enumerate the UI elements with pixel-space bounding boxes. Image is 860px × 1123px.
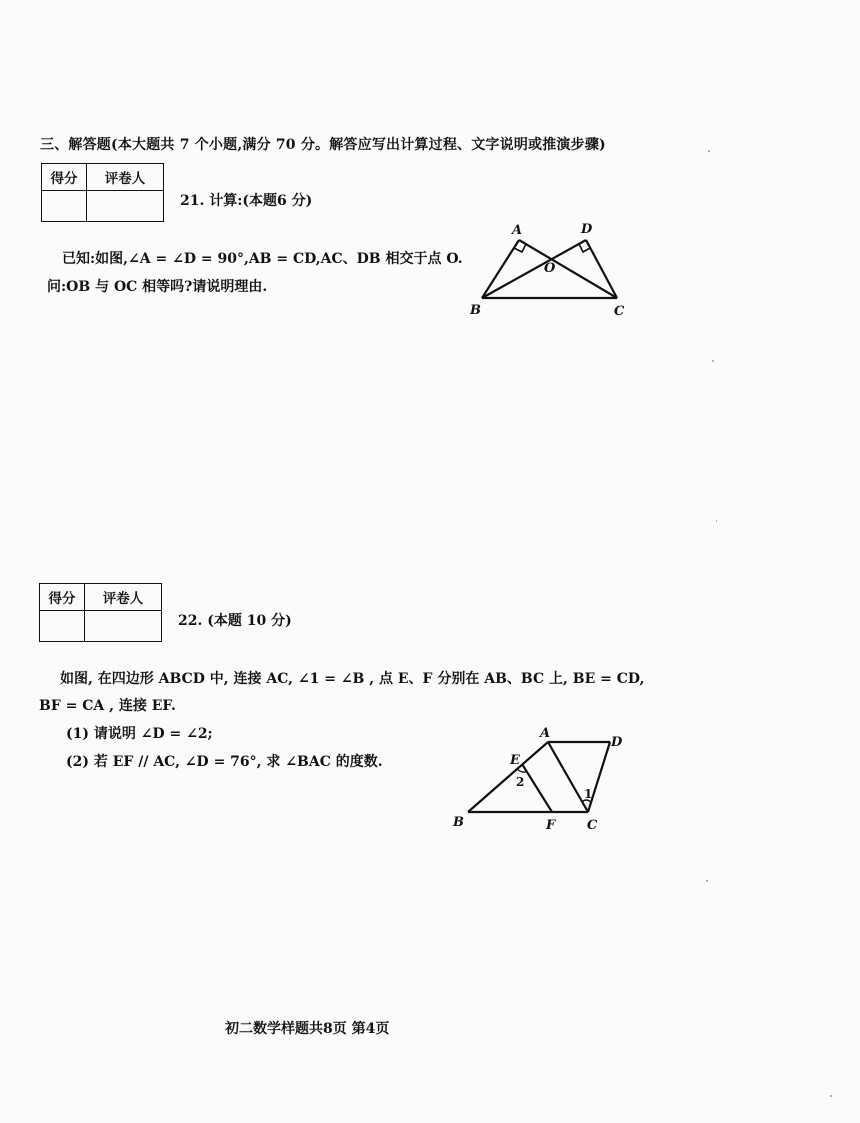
- scan-speck: [712, 360, 714, 362]
- q21-line2: 问:OB 与 OC 相等吗?请说明理由.: [47, 279, 268, 295]
- q21-figure: [462, 214, 642, 322]
- label-A: A: [540, 726, 551, 741]
- page-footer: 初二数学样题共8页 第4页: [225, 1021, 390, 1037]
- label-C: C: [614, 304, 625, 319]
- grader-cell[interactable]: [85, 611, 162, 642]
- label-E: E: [510, 753, 520, 768]
- label-A: A: [512, 223, 523, 238]
- label-B: B: [453, 815, 464, 830]
- q22-part2: (2) 若 EF // AC, ∠D = 76°, 求 ∠BAC 的度数.: [66, 754, 383, 770]
- q22-line1: 如图, 在四边形 ABCD 中, 连接 AC, ∠1 = ∠B , 点 E、F 分别在 AB、BC 上, BE = CD,: [60, 671, 645, 687]
- score-cell[interactable]: [42, 191, 87, 222]
- score-header: 得分: [42, 164, 87, 191]
- scan-speck: [708, 150, 710, 152]
- grader-cell[interactable]: [87, 191, 164, 222]
- label-D: D: [611, 735, 623, 750]
- label-angle-2: 2: [516, 775, 525, 789]
- label-C: C: [587, 818, 598, 833]
- scan-speck: [830, 1095, 832, 1097]
- q21-score-table: [41, 163, 164, 222]
- segment-AB: [468, 742, 548, 812]
- q22-score-table: [39, 583, 162, 642]
- label-D: D: [581, 222, 593, 237]
- scan-speck: [716, 520, 717, 522]
- grader-header: 评卷人: [85, 584, 162, 611]
- label-F: F: [546, 818, 556, 833]
- section-heading: 三、解答题(本大题共 7 个小题,满分 70 分。解答应写出计算过程、文字说明或推演步骤): [40, 137, 606, 153]
- segment-AB: [482, 240, 519, 298]
- label-angle-1: 1: [584, 787, 593, 801]
- q22-line2: BF = CA , 连接 EF.: [39, 698, 176, 714]
- q22-title: 22. (本题 10 分): [178, 613, 292, 629]
- score-cell[interactable]: [40, 611, 85, 642]
- q22-figure: [448, 722, 638, 838]
- q22-part1: (1) 请说明 ∠D = ∠2;: [66, 726, 213, 742]
- label-B: B: [470, 303, 481, 318]
- q21-title: 21. 计算:(本题6 分): [180, 193, 313, 209]
- scan-speck: [706, 880, 708, 882]
- score-header: 得分: [40, 584, 85, 611]
- label-O: O: [544, 261, 556, 276]
- grader-header: 评卷人: [87, 164, 164, 191]
- q21-line1: 已知:如图,∠A = ∠D = 90°,AB = CD,AC、DB 相交于点 O.: [62, 251, 463, 267]
